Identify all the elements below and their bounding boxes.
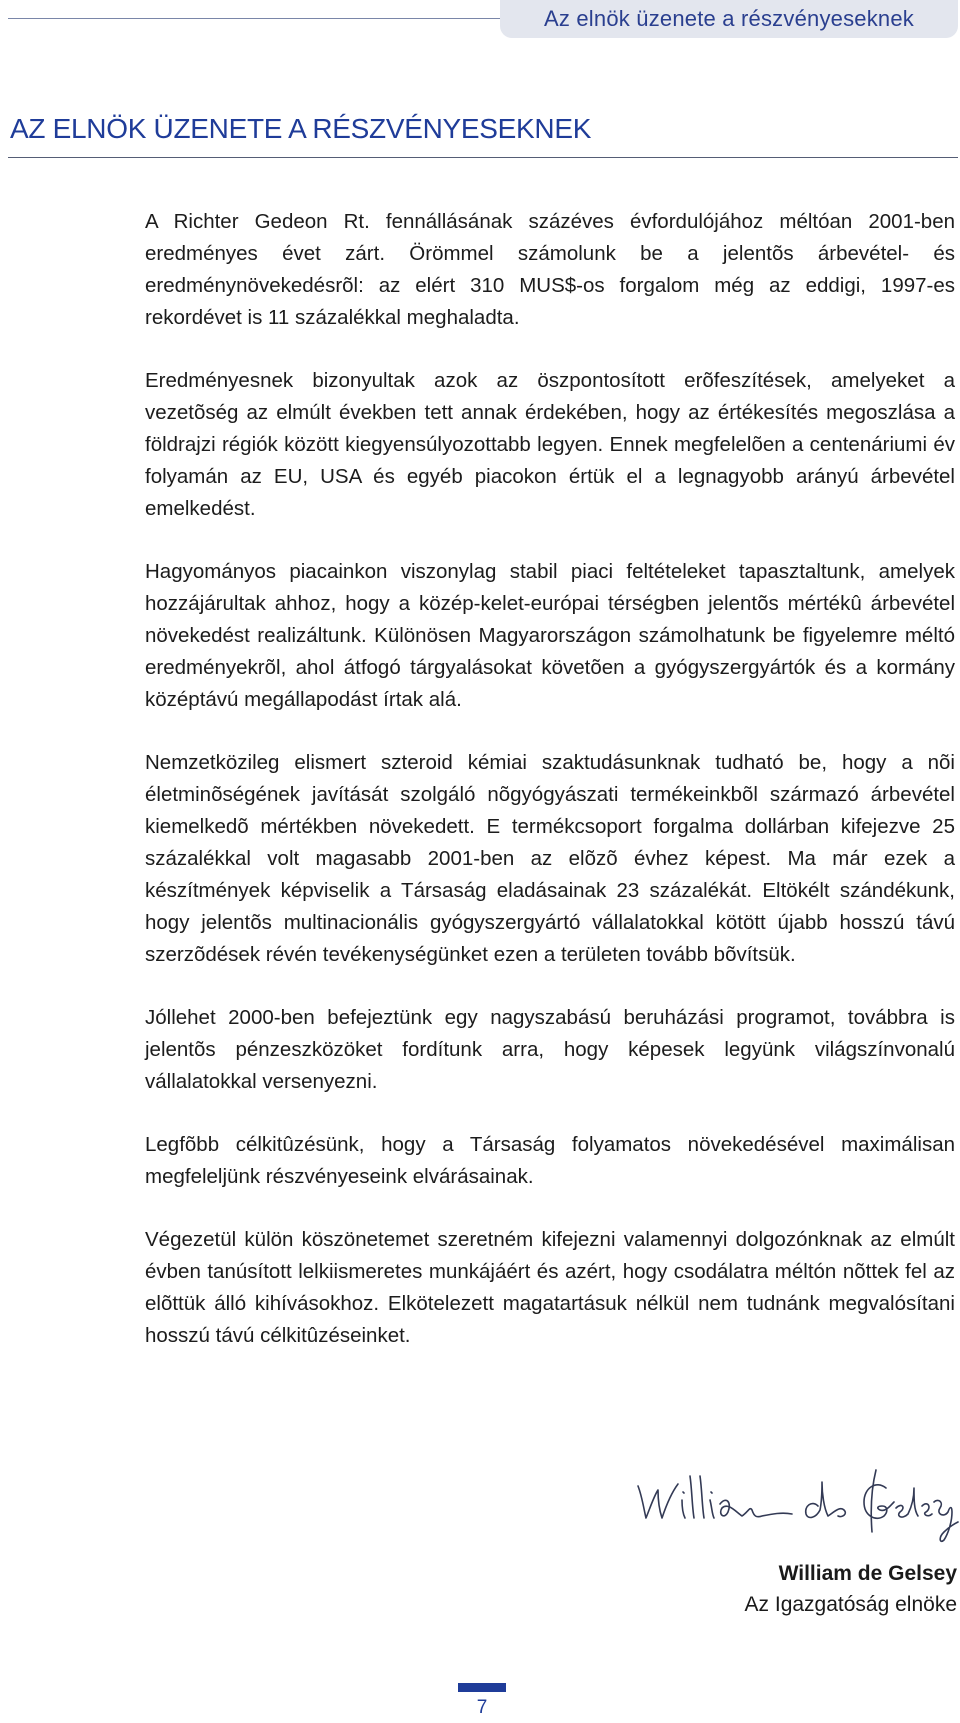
page-number: 7	[476, 1697, 488, 1718]
title-divider	[8, 157, 958, 158]
letter-paragraph-1: A Richter Gedeon Rt. fennállásának százéves évfordulójához méltóan 2001-ben eredményes évet zárt. Örömmel számolunk be a jelentõs árbevétel- és eredménynövekedésrõl: az elért 310 MUS$-os forgalom még az eddigi, 1997-es rekordévet is 11 százalékkal meghaladta.	[145, 210, 955, 329]
handwritten-signature	[632, 1466, 960, 1548]
letter-paragraph-7: Végezetül külön köszönetemet szeretném kifejezni valamennyi dolgozónknak az elmúlt évben tanúsított lelkiismeretes munkájáért és azért, hogy csodálatra méltón nõttek fel az elõttük álló kihívásokhoz. Elkötelezett magatartásuk nélkül nem tudnánk megvalósítani hosszú távú célkitûzéseinket.	[145, 1228, 955, 1347]
page-number-bar	[458, 1683, 506, 1692]
letter-paragraph-4: Nemzetközileg elismert szteroid kémiai szaktudásunknak tudható be, hogy a nõi életminõségének javítását szolgáló nõgyógyászati termékeinkbõl származó árbevétel kiemelkedõ mértékben növekedett. E termékcsoport forgalma dollárban kifejezve 25 százalékkal volt magasabb 2001-ben az elõzõ évhez képest. Ma már ezek a készítmények képviselik a Társaság eladásainak 23 százalékát. Eltökélt szándékunk, hogy jelentõs multinacionális gyógyszergyártó vállalatokkal kötött újabb hosszú távú szerzõdések révén tevékenységünket ezen a területen tovább bõvítsük.	[145, 751, 955, 966]
section-header-tab: Az elnök üzenete a részvényeseknek	[500, 0, 958, 38]
page-title: AZ ELNÖK ÜZENETE A RÉSZVÉNYESEKNEK	[10, 113, 592, 144]
letter-paragraph-5: Jóllehet 2000-ben befejeztünk egy nagyszabású beruházási programot, továbbra is jelentõs pénzeszközöket fordítunk arra, hogy képesek legyünk világszínvonalú vállalatokkal versenyezni.	[145, 1006, 955, 1093]
letter-body	[145, 206, 955, 1383]
header-rule	[8, 18, 500, 19]
signer-name: William de Gelsey	[778, 1562, 957, 1585]
letter-paragraph-6: Legfõbb célkitûzésünk, hogy a Társaság folyamatos növekedésével maximálisan megfeleljünk részvényeseink elvárásainak.	[145, 1133, 955, 1188]
letter-paragraph-2: Eredményesnek bizonyultak azok az öszpontosított erõfeszítések, amelyeket a vezetõség az elmúlt években tett annak érdekében, hogy az értékesítés megoszlása a földrajzi régiók között kiegyensúlyozottabb legyen. Ennek megfelelõen a centenáriumi év folyamán az EU, USA és egyéb piacokon értük el a legnagyobb arányú árbevétel emelkedést.	[145, 369, 955, 520]
letter-paragraph-3: Hagyományos piacainkon viszonylag stabil piaci feltételeket tapasztaltunk, amelyek hozzájárultak ahhoz, hogy a közép-kelet-európai térségben jelentõs mértékû árbevétel növekedést realizáltunk. Különösen Magyarországon számolhatunk be figyelemre méltó eredményekrõl, ahol átfogó tárgyalásokat követõen a gyógyszergyártók és a kormány középtávú megállapodást írtak alá.	[145, 560, 955, 711]
signer-title: Az Igazgatóság elnöke	[744, 1593, 957, 1616]
